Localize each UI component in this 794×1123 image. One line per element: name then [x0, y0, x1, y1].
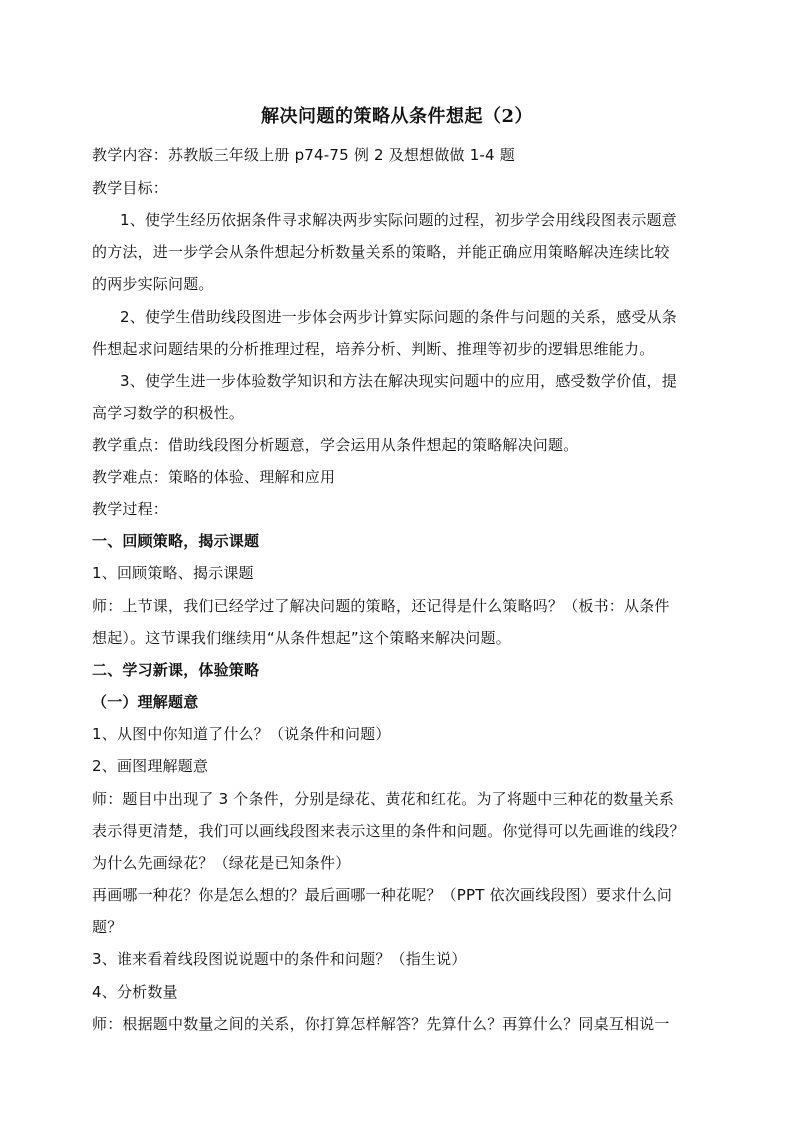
key-point: 教学重点：借助线段图分析题意，学会运用从条件想起的策略解决问题。 [92, 436, 579, 454]
section-1-item-1: 1、回顾策略、揭示课题 [92, 564, 254, 582]
teacher-line-3: 师：题目中出现了 3 个条件，分别是绿花、黄花和红花。为了将题中三种花的数量关系 [92, 790, 675, 808]
goal-1-line-2: 的方法，进一步学会从条件想起分析数量关系的策略，并能正确应用策略解决连续比较 [92, 243, 670, 261]
item-4: 4、分析数量 [92, 983, 178, 1001]
goal-2-line-1: 2、使学生借助线段图进一步体会两步计算实际问题的条件与问题的关系，感受从条 [120, 308, 677, 326]
teaching-process-heading: 教学过程： [92, 500, 169, 518]
goal-3-line-1: 3、使学生进一步体验数学知识和方法在解决现实问题中的应用，感受数学价值，提 [120, 372, 677, 390]
teacher-line-8: 师：根据题中数量之间的关系，你打算怎样解答？先算什么？再算什么？同桌互相说一 [92, 1015, 670, 1033]
teacher-line-5: 为什么先画绿花？（绿花是已知条件） [92, 854, 351, 872]
goal-1-line-1: 1、使学生经历依据条件寻求解决两步实际问题的过程，初步学会用线段图表示题意 [120, 211, 677, 229]
goal-1-line-3: 的两步实际问题。 [92, 275, 214, 293]
teacher-line-6: 再画哪一种花？你是怎么想的？最后画哪一种花呢？（PPT 依次画线段图）要求什么问 [92, 886, 673, 904]
teacher-line-1: 师：上节课，我们已经学过了解决问题的策略，还记得是什么策略吗？（板书：从条件 [92, 597, 670, 615]
document-title: 解决问题的策略从条件想起（2） [260, 106, 534, 127]
item-1: 1、从图中你知道了什么？（说条件和问题） [92, 725, 391, 743]
teacher-line-7: 题？ [92, 918, 123, 936]
subsection-1-heading: （一）理解题意 [92, 693, 199, 711]
section-1-heading: 一、回顾策略，揭示课题 [92, 532, 260, 550]
difficult-point: 教学难点：策略的体验、理解和应用 [92, 468, 336, 486]
teacher-line-2: 想起）。这节课我们继续用“从条件想起”这个策略来解决问题。 [92, 629, 511, 647]
goal-2-line-2: 件想起求问题结果的分析推理过程，培养分析、判断、推理等初步的逻辑思维能力。 [92, 340, 655, 358]
goal-3-line-2: 高学习数学的积极性。 [92, 404, 245, 422]
teaching-goals-heading: 教学目标： [92, 179, 169, 197]
teacher-line-4: 表示得更清楚，我们可以画线段图来表示这里的条件和问题。你觉得可以先画谁的线段？ [92, 822, 685, 840]
item-2: 2、画图理解题意 [92, 757, 209, 775]
item-3: 3、谁来看着线段图说说题中的条件和问题？（指生说） [92, 950, 467, 968]
teaching-content: 教学内容：苏教版三年级上册 p74-75 例 2 及想想做做 1-4 题 [92, 146, 515, 164]
section-2-heading: 二、学习新课，体验策略 [92, 661, 260, 679]
